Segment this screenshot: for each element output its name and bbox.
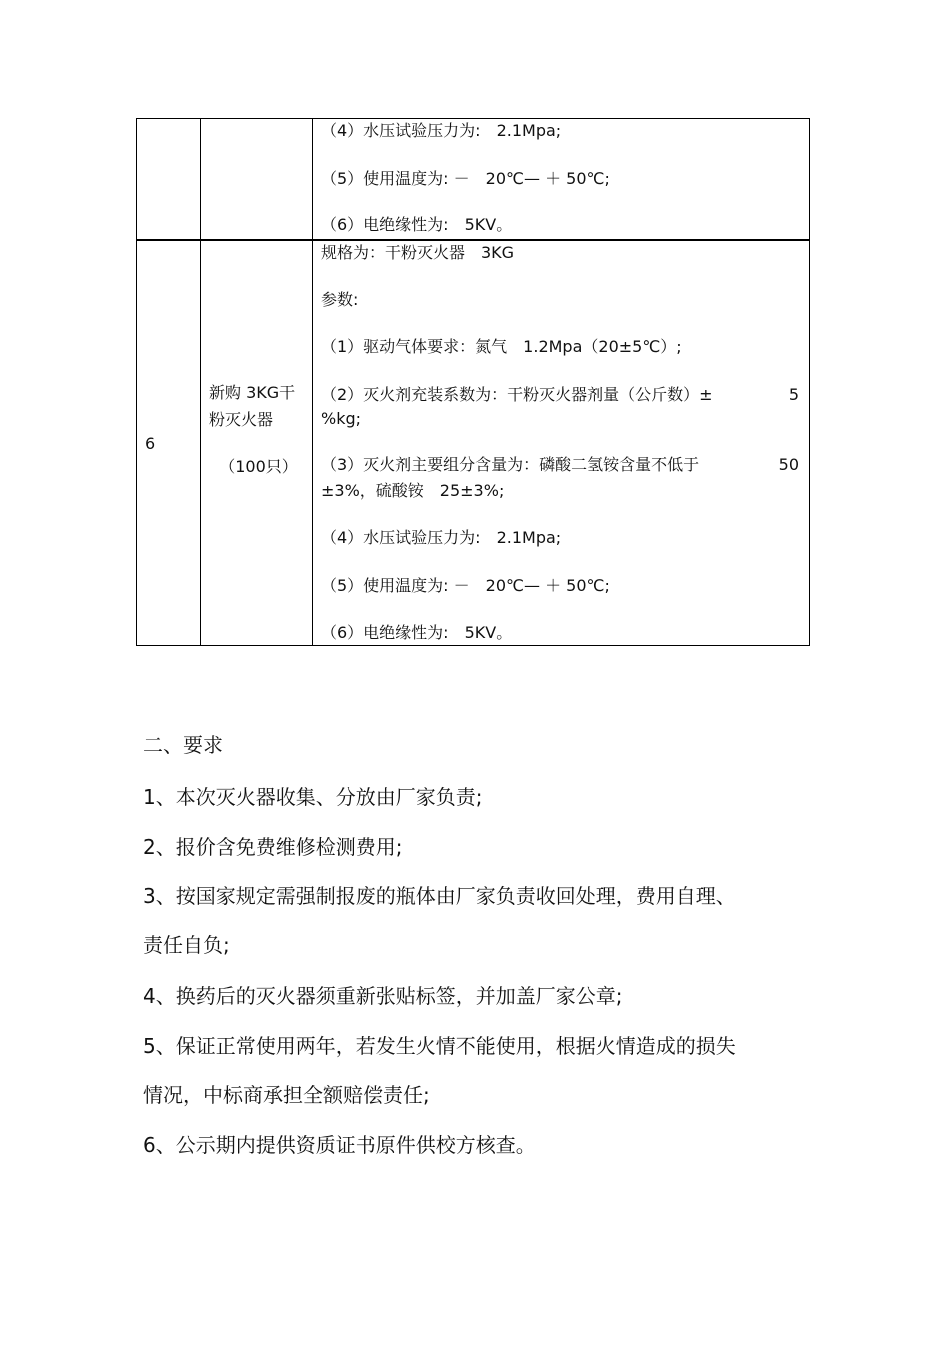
spec-line: （4）水压试验压力为: 2.1Mpa;: [321, 121, 562, 140]
spec-line: %kg;: [321, 409, 362, 428]
spec-line: （6）电绝缘性为: 5KV。: [321, 215, 513, 234]
spec-text: （2）灭火剂充装系数为：干粉灭火器剂量（公斤数）±: [321, 385, 713, 404]
spec-title: 规格为：干粉灭火器 3KG: [321, 243, 515, 262]
requirement-item-continuation: 情况，中标商承担全额赔偿责任;: [143, 1083, 430, 1107]
item-spec-cell: [313, 119, 810, 241]
requirement-item: 2、报价含免费维修检测费用;: [143, 835, 403, 859]
requirement-item: 5、保证正常使用两年，若发生火情不能使用，根据火情造成的损失: [143, 1034, 736, 1058]
item-name-line: 粉灭火器: [209, 409, 274, 429]
requirements-heading: 二、要求: [143, 733, 223, 757]
spec-value: 5: [788, 385, 799, 404]
requirement-item: 4、换药后的灭火器须重新张贴标签，并加盖厂家公章;: [143, 984, 623, 1008]
spec-line: （1）驱动气体要求：氮气 1.2Mpa（20±5℃）;: [321, 337, 682, 356]
spec-line: （5）使用温度为: － 20℃— ＋ 50℃;: [321, 169, 610, 188]
requirement-item-continuation: 责任自负;: [143, 933, 230, 957]
requirement-item: 3、按国家规定需强制报废的瓶体由厂家负责收回处理，费用自理、: [143, 884, 736, 908]
item-name-line: 新购 3KG干: [209, 382, 296, 402]
table-row: [137, 240, 810, 646]
requirement-item: 6、公示期内提供资质证书原件供校方核查。: [143, 1133, 536, 1157]
spec-line: （5）使用温度为: － 20℃— ＋ 50℃;: [321, 576, 610, 595]
params-label: 参数:: [321, 290, 359, 309]
spec-line: ±3%，硫酸铵 25±3%;: [321, 481, 505, 500]
spec-text: （3）灭火剂主要组分含量为：磷酸二氢铵含量不低于: [321, 455, 700, 474]
item-spec-cell: [313, 240, 810, 646]
item-name-cell: [201, 240, 313, 646]
item-quantity: （100只）: [219, 456, 298, 476]
spec-line: （4）水压试验压力为: 2.1Mpa;: [321, 528, 562, 547]
table-row: [137, 119, 810, 241]
item-number-cell: [137, 119, 201, 241]
item-number-cell: 6: [137, 240, 201, 646]
spec-line: （6）电绝缘性为: 5KV。: [321, 623, 513, 642]
spec-line: [321, 453, 799, 477]
item-name-cell: [201, 119, 313, 241]
spec-value: 50: [778, 455, 799, 474]
spec-table: [136, 118, 810, 646]
requirement-item: 1、本次灭火器收集、分放由厂家负责;: [143, 785, 483, 809]
spec-line: [321, 383, 799, 407]
